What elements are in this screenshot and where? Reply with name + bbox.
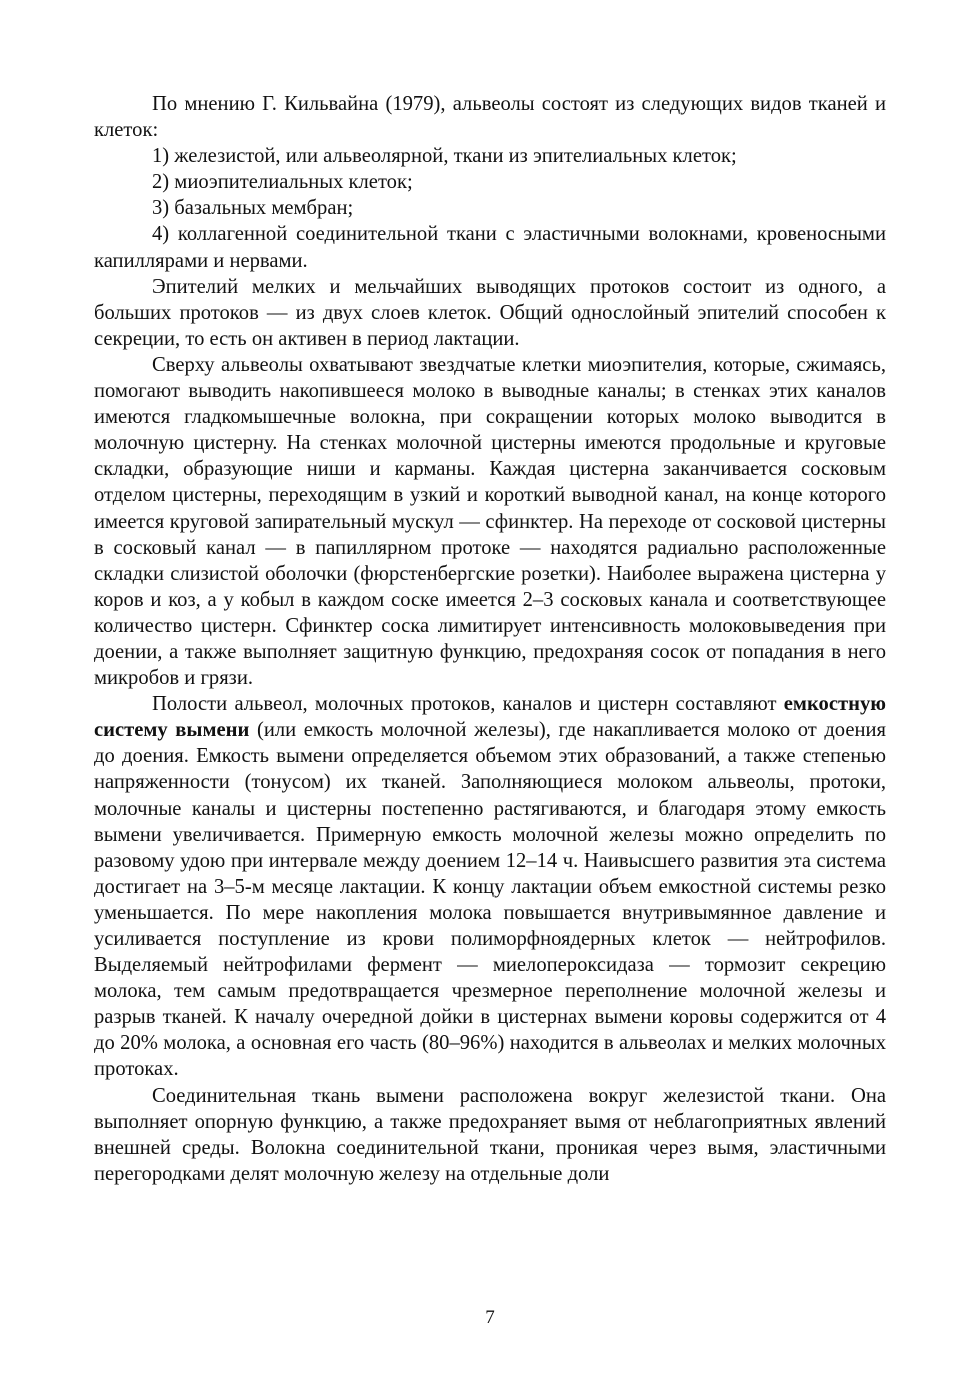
- paragraph-capacity: [94, 691, 886, 1082]
- paragraph-epithelium: Эпителий мелких и мельчайших выводящих протоков состоит из одного, а больших протоков — из двух слоев клеток. Общий однослойный эпителий способен к секреции, то есть он активен в период лактации.: [94, 275, 886, 350]
- page-body: [94, 91, 886, 1187]
- page-number: 7: [485, 1307, 495, 1328]
- paragraph-intro: По мнению Г. Кильвайна (1979), альвеолы состоят из следующих видов тканей и клеток:: [94, 93, 886, 142]
- paragraph-connective: Соединительная ткань вымени расположена вокруг железистой ткани. Она выполняет опорную функцию, а также предохраняет вымя от неблагоприятных явлений внешней среды. Волокна соединительной ткани, проникая через вымя, эластичными перегородками делят молочную железу на отдельные доли: [94, 1084, 886, 1185]
- paragraph-myoepithelium: Сверху альвеолы охватывают звездчатые клетки миоэпителия, которые, сжимаясь, помогают выводить накопившееся молоко в выводные каналы; в стенках этих каналов имеются гладкомышечные волокна, при сокращении которых молоко выводится в молочную цистерну. На стенках молочной цистерны имеются продольные и круговые складки, образующие ниши и карманы. Каждая цистерна заканчивается сосковым отделом цистерны, переходящим в узкий и короткий выводной канал, на конце которого имеется круговой запирательный мускул — сфинктер. На переходе от сосковой цистерны в сосковый канал — в папиллярном протоке — находятся радиально расположенные складки слизистой оболочки (фюрстенбергские розетки). Наиболее выражена цистерна у коров и коз, а у кобыл в каждом соске имеется 2–3 сосковых канала и соответствующее количество цистерн. Сфинктер соска лимитирует интенсивность молоковыведения при доении, а также выполняет защитную функцию, предохраняя сосок от попадания в него микробов и грязи.: [94, 353, 886, 690]
- list-item: 2) миоэпителиальных клеток;: [152, 171, 413, 194]
- capacity-term: емкостную систему вымени: [94, 693, 886, 742]
- list-item: 1) железистой, или альвеолярной, ткани из эпителиальных клеток;: [152, 145, 737, 168]
- list-item: 4) коллагенной соединительной ткани с эластичными волокнами, кровеносными капиллярами и нервами.: [94, 223, 886, 272]
- list-item: 3) базальных мембран;: [152, 197, 354, 220]
- capacity-lead: Полости альвеол, молочных протоков, каналов и цистерн составляют: [152, 693, 784, 716]
- capacity-rest: (или емкость молочной железы), где накапливается молоко от доения до доения. Емкость вымени определяется объемом этих образований, а также степенью напряженности (тонусом) их тканей. Заполняющиеся молоком альвеолы, протоки, молочные каналы и цистерны постепенно растягиваются, и благодаря этому емкость вымени увеличивается. Примерную емкость молочной железы можно определить по разовому удою при интервале между доением 12–14 ч. Наивысшего развития эта система достигает на 3–5-м месяце лактации. К концу лактации объем емкостной системы резко уменьшается. По мере накопления молока повышается внутривымянное давление и усиливается поступление из крови полиморфноядерных клеток — нейтрофилов. Выделяемый нейтрофилами фермент — миелопероксидаза — тормозит секрецию молока, тем самым предотвращается чрезмерное переполнение молочной железы и разрыв тканей. К началу очередной дойки в цистернах вымени коровы содержится от 4 до 20% молока, а основная его часть (80–96%) находится в альвеолах и мелких молочных протоках.: [94, 719, 886, 1081]
